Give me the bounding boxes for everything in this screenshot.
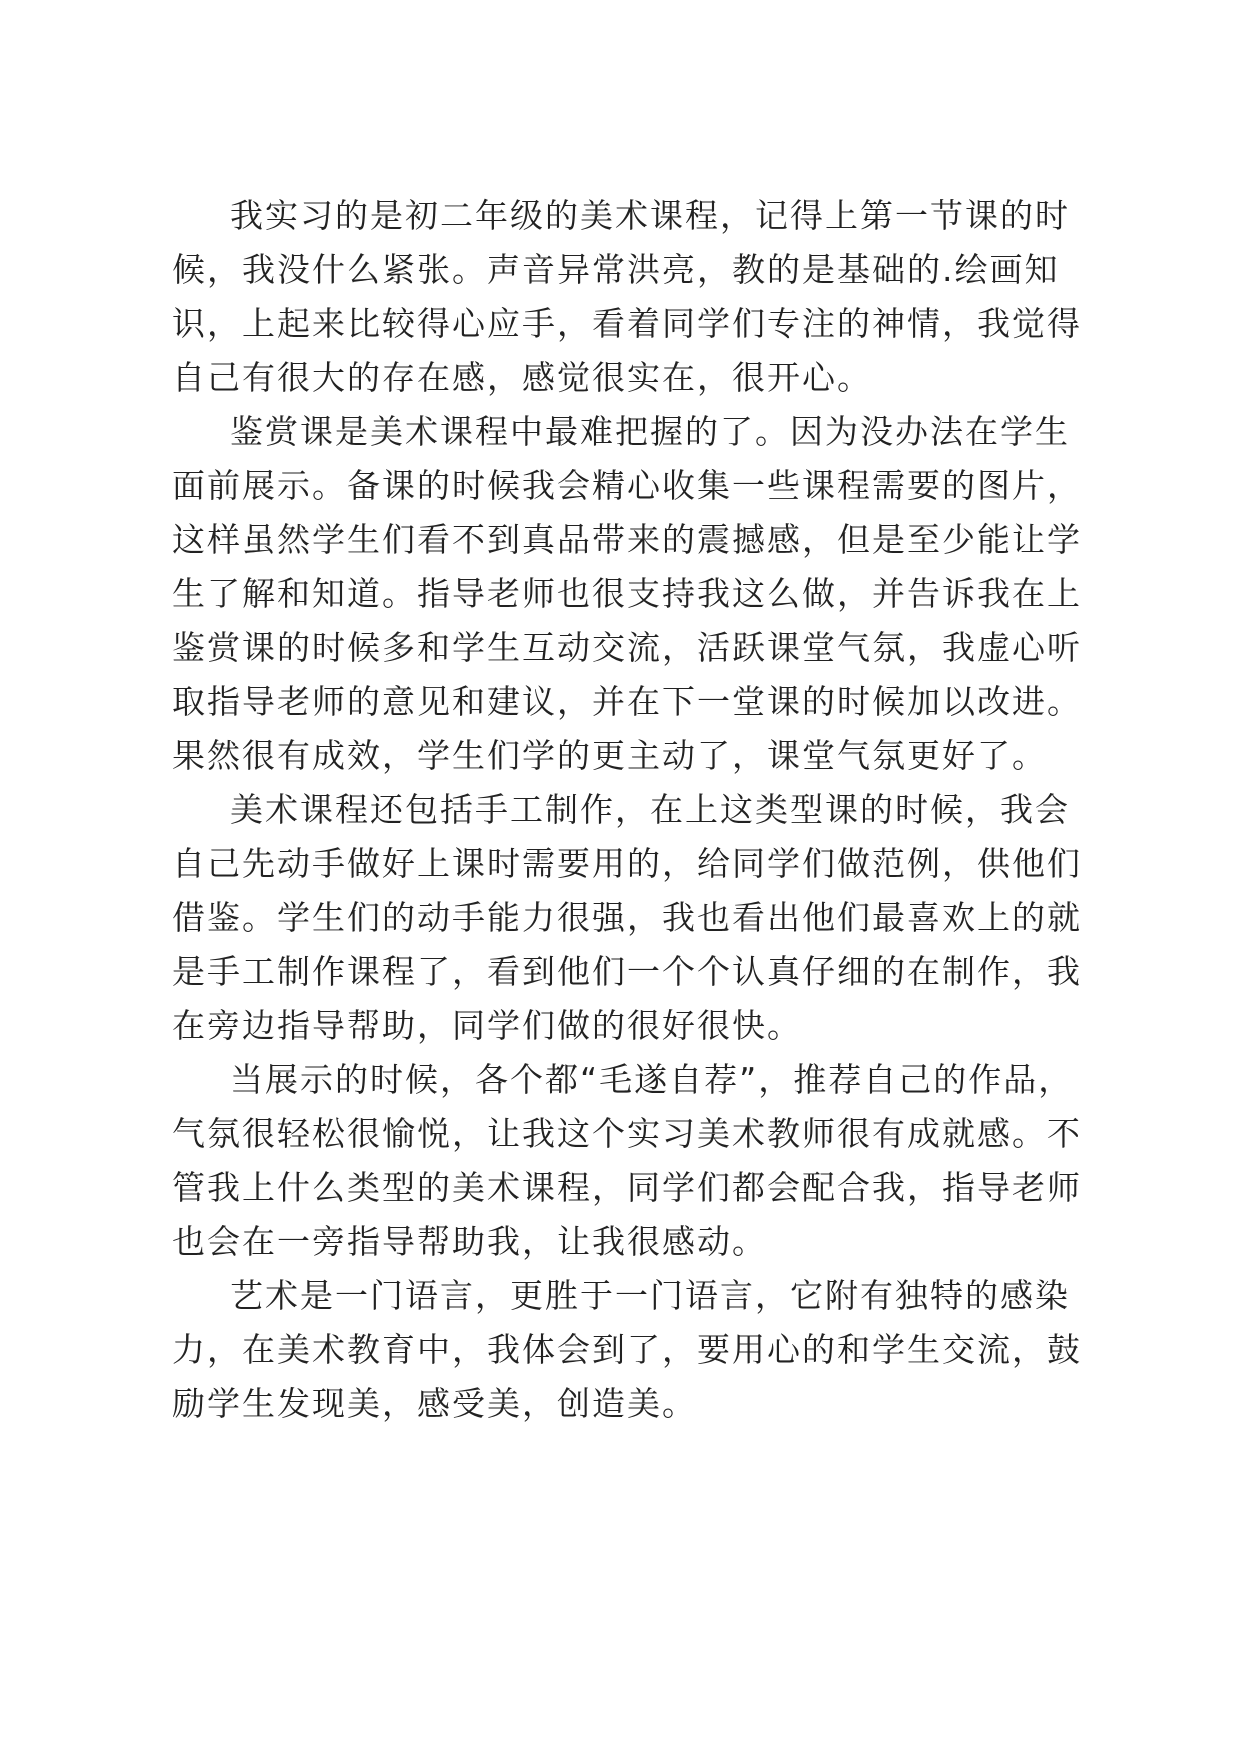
paragraph-3-line-4: 是手工制作课程了，看到他们一个个认真仔细的在制作，我: [172, 952, 1082, 991]
paragraph-2-line-6: 取指导老师的意见和建议，并在下一堂课的时候加以改进。: [172, 682, 1082, 721]
paragraph-1-line-3: 识，上起来比较得心应手，看着同学们专注的神情，我觉得: [172, 304, 1082, 343]
paragraph-2-line-4: 生了解和知道。指导老师也很支持我这么做，并告诉我在上: [172, 574, 1082, 613]
paragraph-5-line-2: 力，在美术教育中，我体会到了，要用心的和学生交流，鼓: [172, 1330, 1082, 1369]
paragraph-3-line-3: 借鉴。学生们的动手能力很强，我也看出他们最喜欢上的就: [172, 898, 1082, 937]
paragraph-2-line-5: 鉴赏课的时候多和学生互动交流，活跃课堂气氛，我虚心听: [172, 628, 1082, 667]
paragraph-2-line-2: 面前展示。备课的时候我会精心收集一些课程需要的图片，: [172, 466, 1082, 505]
paragraph-4-line-1: 当展示的时候，各个都“毛遂自荐”，推荐自己的作品，: [230, 1060, 1074, 1099]
paragraph-3-line-1: 美术课程还包括手工制作，在上这类型课的时候，我会: [230, 790, 1070, 829]
paragraph-4-line-3: 管我上什么类型的美术课程，同学们都会配合我，指导老师: [172, 1168, 1082, 1207]
paragraph-1-line-4: 自己有很大的存在感，感觉很实在，很开心。: [172, 358, 872, 397]
paragraph-3-line-2: 自己先动手做好上课时需要用的，给同学们做范例，供他们: [172, 844, 1082, 883]
paragraph-5-line-1: 艺术是一门语言，更胜于一门语言，它附有独特的感染: [230, 1276, 1070, 1315]
paragraph-1-line-2: 候，我没什么紧张。声音异常洪亮，教的是基础的.绘画知: [172, 250, 1060, 289]
paragraph-2-line-7: 果然很有成效，学生们学的更主动了，课堂气氛更好了。: [172, 736, 1047, 775]
paragraph-2-line-3: 这样虽然学生们看不到真品带来的震撼感，但是至少能让学: [172, 520, 1082, 559]
paragraph-4-line-4: 也会在一旁指导帮助我，让我很感动。: [172, 1222, 767, 1261]
paragraph-3-line-5: 在旁边指导帮助，同学们做的很好很快。: [172, 1006, 802, 1045]
paragraph-1-line-1: 我实习的是初二年级的美术课程，记得上第一节课的时: [230, 196, 1070, 235]
paragraph-4-line-2: 气氛很轻松很愉悦，让我这个实习美术教师很有成就感。不: [172, 1114, 1082, 1153]
paragraph-5-line-3: 励学生发现美，感受美，创造美。: [172, 1384, 697, 1423]
paragraph-2-line-1: 鉴赏课是美术课程中最难把握的了。因为没办法在学生: [230, 412, 1070, 451]
